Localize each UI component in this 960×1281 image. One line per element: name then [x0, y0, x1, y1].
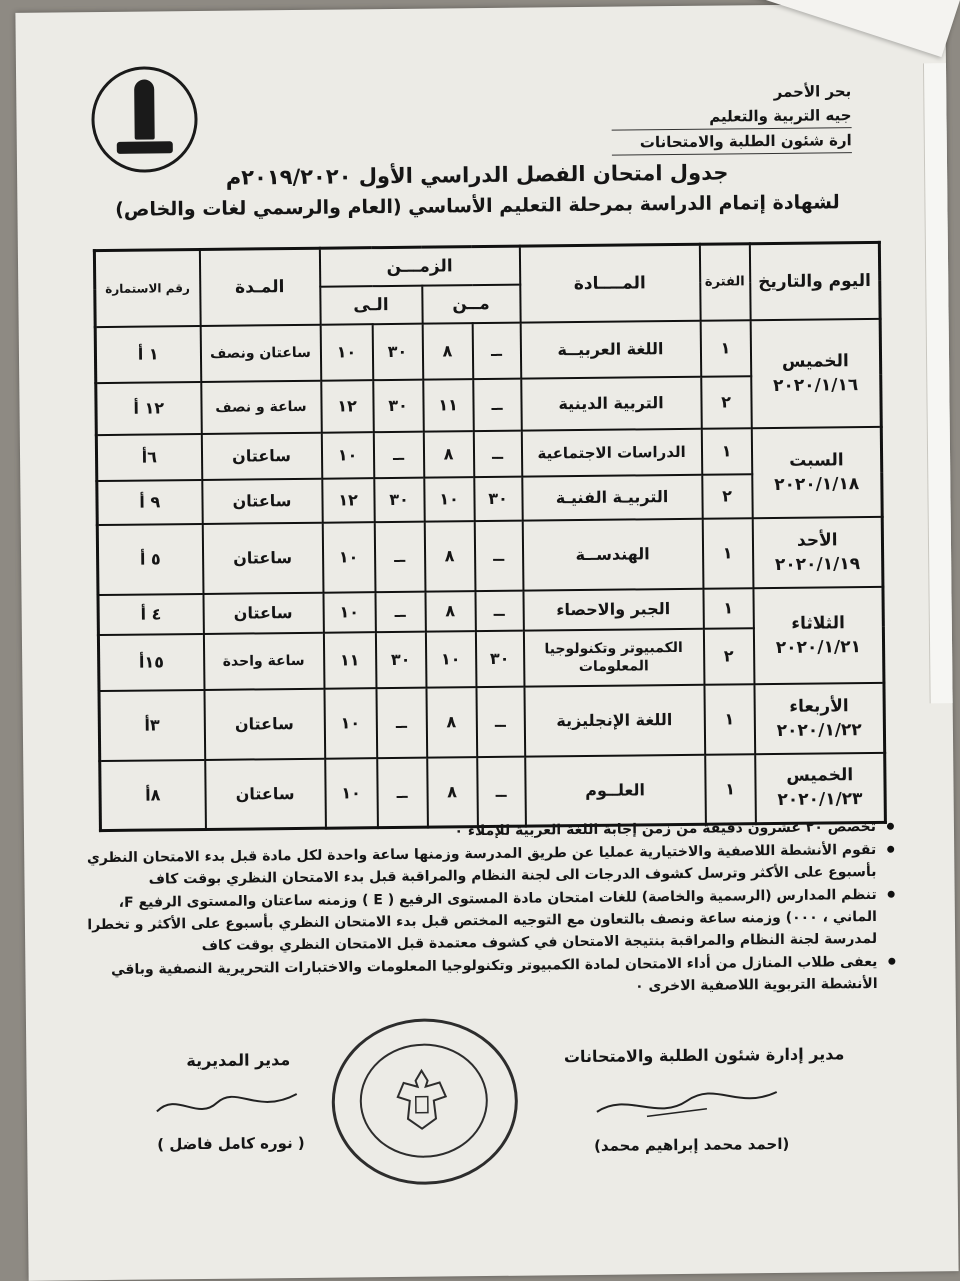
document-title: جدول امتحان الفصل الدراسي الأول ٢٠١٩/٢٠٢٠م	[225, 160, 729, 190]
day-cell	[750, 318, 881, 427]
day-name: الأربعاء	[789, 695, 849, 717]
subject-cell: اللغة العربيــة	[520, 320, 701, 378]
letterhead-line-3: ارة شئون الطلبة والامتحانات	[612, 127, 852, 156]
form-number-cell: ٦أ	[96, 433, 201, 480]
from-minute-cell: ٣٠	[475, 630, 524, 686]
day-cell	[751, 426, 882, 517]
header-form-number: رقم الاستمارة	[94, 249, 200, 326]
notes-list	[84, 816, 896, 1004]
adjacent-sheet-edge	[923, 63, 953, 703]
day-name: الأحد	[796, 529, 838, 551]
table-row	[97, 516, 883, 594]
period-cell: ١	[704, 684, 755, 755]
bullet-icon	[887, 846, 894, 853]
duration-cell: ساعتان ونصف	[200, 324, 321, 381]
note-text: تقوم الأنشطة اللاصفية والاختيارية عمليا عن طريق المدرسة وزمنها ساعة واحدة لكل مادة قبل بدء الامتحان النظري بأسبوع على الأكثر وترسل كشوف الدرجات الى لجنة النظام والمراقبة قبل بدء الامتحان النظري بوقت كاف	[86, 841, 877, 888]
from-hour-cell: ١٠	[425, 631, 476, 688]
period-cell: ١	[702, 518, 753, 589]
form-number-cell: ١٥أ	[98, 633, 204, 690]
day-name: الخميس	[781, 350, 849, 372]
table-row	[99, 682, 885, 760]
from-minute-cell: ــ	[472, 322, 521, 378]
duration-cell: ساعتان	[202, 522, 323, 593]
duration-cell: ساعة واحدة	[203, 632, 324, 689]
bullet-icon	[888, 958, 895, 965]
to-hour-cell: ١٠	[321, 432, 374, 479]
exam-date: ٢٠٢٠/١/٢١	[775, 636, 862, 658]
eagle-emblem-icon	[389, 1066, 454, 1133]
to-hour-cell: ١٠	[322, 522, 375, 593]
subject-cell: التربيـة الفنيـة	[522, 474, 702, 520]
period-cell: ٢	[701, 376, 752, 429]
duration-cell: ساعتان	[203, 592, 323, 633]
from-hour-cell: ١٠	[424, 477, 474, 522]
to-hour-cell: ١٢	[321, 380, 374, 433]
header-subject: المــــادة	[519, 244, 700, 322]
period-cell: ١	[700, 320, 751, 377]
exam-date: ٢٠٢٠/١/١٩	[774, 553, 861, 575]
to-minute-cell: ٣٠	[375, 631, 426, 688]
to-minute-cell: ــ	[377, 757, 428, 828]
form-number-cell: ٤ أ	[98, 593, 203, 634]
exam-date: ٢٠٢٠/١/١٦	[772, 374, 859, 396]
from-minute-cell: ــ	[475, 590, 523, 631]
from-hour-cell: ٨	[423, 431, 473, 478]
form-number-cell: ٩ أ	[97, 479, 202, 524]
header-period: الفترة	[699, 244, 750, 321]
day-name: الثلاثاء	[791, 612, 845, 634]
signatory-name-left: ( نوره كامل فاضل )	[157, 1133, 305, 1154]
duration-cell: ساعتان	[204, 688, 325, 759]
exam-date: ٢٠٢٠/١/١٨	[774, 473, 860, 495]
subject-cell: العلــوم	[525, 754, 706, 826]
bullet-icon	[888, 891, 895, 898]
to-minute-cell: ٣٠	[372, 323, 423, 380]
to-minute-cell: ــ	[374, 521, 425, 592]
to-hour-cell: ١٠	[324, 688, 377, 759]
from-minute-cell: ــ	[473, 378, 522, 430]
to-minute-cell: ــ	[373, 431, 423, 478]
note-text: يعفى طلاب المنازل من أداء الامتحان لمادة الكمبيوتر وتكنولوجيا المعلومات والاختبارات التحريرية النصفية وباقي الأنشطة التربوية اللاصفية الاخرى ٠	[111, 953, 878, 995]
from-minute-cell: ــ	[476, 686, 525, 756]
header-day-date: اليوم والتاريخ	[749, 242, 880, 319]
signatory-name-right: (احمد محمد إبراهيم محمد)	[593, 1134, 790, 1155]
form-number-cell: ٥ أ	[97, 523, 203, 594]
header-from: مــن	[422, 284, 520, 323]
from-hour-cell: ٨	[426, 687, 477, 758]
header-time: الزمـــن	[319, 246, 519, 286]
subject-cell: الكمبيوتر وتكنولوجيا المعلومات	[523, 628, 704, 686]
from-minute-cell: ٣٠	[474, 476, 522, 521]
subject-cell: التربية الدينية	[521, 376, 702, 430]
subject-cell: الدراسات الاجتماعية	[521, 428, 701, 476]
form-number-cell: ١٢ أ	[96, 381, 202, 434]
form-number-cell: ٨أ	[100, 759, 206, 830]
letterhead-line-2: جيه التربية والتعليم	[709, 106, 852, 126]
note-item	[85, 884, 896, 958]
note-text: تخصص ٢٠ عشرون دقيقة من زمن إجابة اللغة العربية للإملاء ٠	[454, 818, 877, 840]
day-cell	[753, 586, 884, 683]
to-minute-cell: ــ	[376, 687, 427, 758]
table-row	[98, 586, 883, 634]
table-row	[96, 426, 881, 480]
from-hour-cell: ٨	[422, 323, 473, 380]
period-cell: ١	[703, 588, 753, 629]
exam-schedule-table	[93, 241, 887, 832]
from-minute-cell: ــ	[474, 520, 523, 590]
period-cell: ١	[705, 754, 756, 825]
to-minute-cell: ٣٠	[374, 477, 424, 522]
letterhead-line-1: بحر الأحمر	[773, 82, 852, 101]
to-hour-cell: ١٢	[322, 478, 375, 523]
from-minute-cell: ــ	[473, 430, 521, 477]
to-hour-cell: ١٠	[323, 592, 375, 633]
header-duration: المـدة	[199, 248, 320, 325]
from-hour-cell: ١١	[423, 379, 474, 432]
document-page	[15, 3, 958, 1281]
header-to: الـى	[320, 285, 422, 324]
duration-cell: ساعتان	[202, 478, 322, 523]
note-item	[85, 951, 895, 1003]
note-item	[84, 839, 894, 891]
form-number-cell: ١ أ	[95, 325, 201, 382]
from-minute-cell: ــ	[477, 756, 526, 826]
document-subtitle: لشهادة إتمام الدراسة بمرحلة التعليم الأساسي (العام والرسمي لغات والخاص)	[115, 191, 840, 221]
duration-cell: ساعتان	[205, 758, 326, 829]
logo-figure	[134, 79, 155, 139]
day-cell	[754, 682, 885, 753]
to-minute-cell: ٣٠	[373, 379, 424, 432]
to-hour-cell: ١١	[323, 632, 376, 689]
signatory-title-left: مدير المديرية	[186, 1050, 291, 1071]
subject-cell: الجبر والاحصاء	[523, 588, 703, 630]
day-name: الخميس	[786, 765, 854, 787]
letterhead	[611, 79, 852, 156]
from-hour-cell: ٨	[427, 757, 478, 828]
period-cell: ٢	[702, 474, 752, 519]
form-number-cell: ٣أ	[99, 689, 205, 760]
exam-date: ٢٠٢٠/١/٢٣	[777, 789, 863, 811]
signature-right-scribble	[587, 1080, 788, 1132]
from-hour-cell: ٨	[425, 591, 475, 632]
bullet-icon	[887, 823, 894, 830]
logo-base	[117, 141, 173, 154]
subject-cell: الهندســة	[522, 518, 703, 590]
period-cell: ١	[701, 428, 751, 475]
from-hour-cell: ٨	[424, 521, 475, 592]
day-cell	[755, 752, 886, 823]
signature-left-scribble	[147, 1080, 308, 1132]
exam-date: ٢٠٢٠/١/٢٢	[776, 719, 862, 741]
duration-cell: ساعة و نصف	[201, 380, 322, 433]
period-cell: ٢	[703, 628, 754, 685]
duration-cell: ساعتان	[201, 432, 321, 479]
day-cell	[752, 516, 883, 587]
day-name: السبت	[789, 449, 844, 471]
to-hour-cell: ١٠	[320, 324, 373, 381]
directorate-logo	[91, 66, 198, 173]
signatory-title-right: مدير إدارة شئون الطلبة والامتحانات	[563, 1044, 845, 1067]
subject-cell: اللغة الإنجليزية	[524, 684, 705, 756]
table-row	[95, 318, 881, 382]
to-minute-cell: ــ	[375, 591, 425, 632]
note-text: تنظم المدارس (الرسمية والخاصة) للغات امتحان مادة المستوى الرفيع ( E ) وزمنه ساعتان والمستوى الرفيع F، الماني ، ٠٠٠) وزمنه ساعة ونصف بالتعاون مع التوجيه المختص قبل بدء الامتحان النظري بأسبوع على الأكثر و تخطرا لمدرسة لجنة النظام والمراقبة بنتيجة الامتحان في كشوف معتمدة قبل الامتحان النظري بوقت كاف	[87, 886, 878, 955]
to-hour-cell: ١٠	[325, 758, 378, 829]
official-seal	[331, 1018, 519, 1186]
